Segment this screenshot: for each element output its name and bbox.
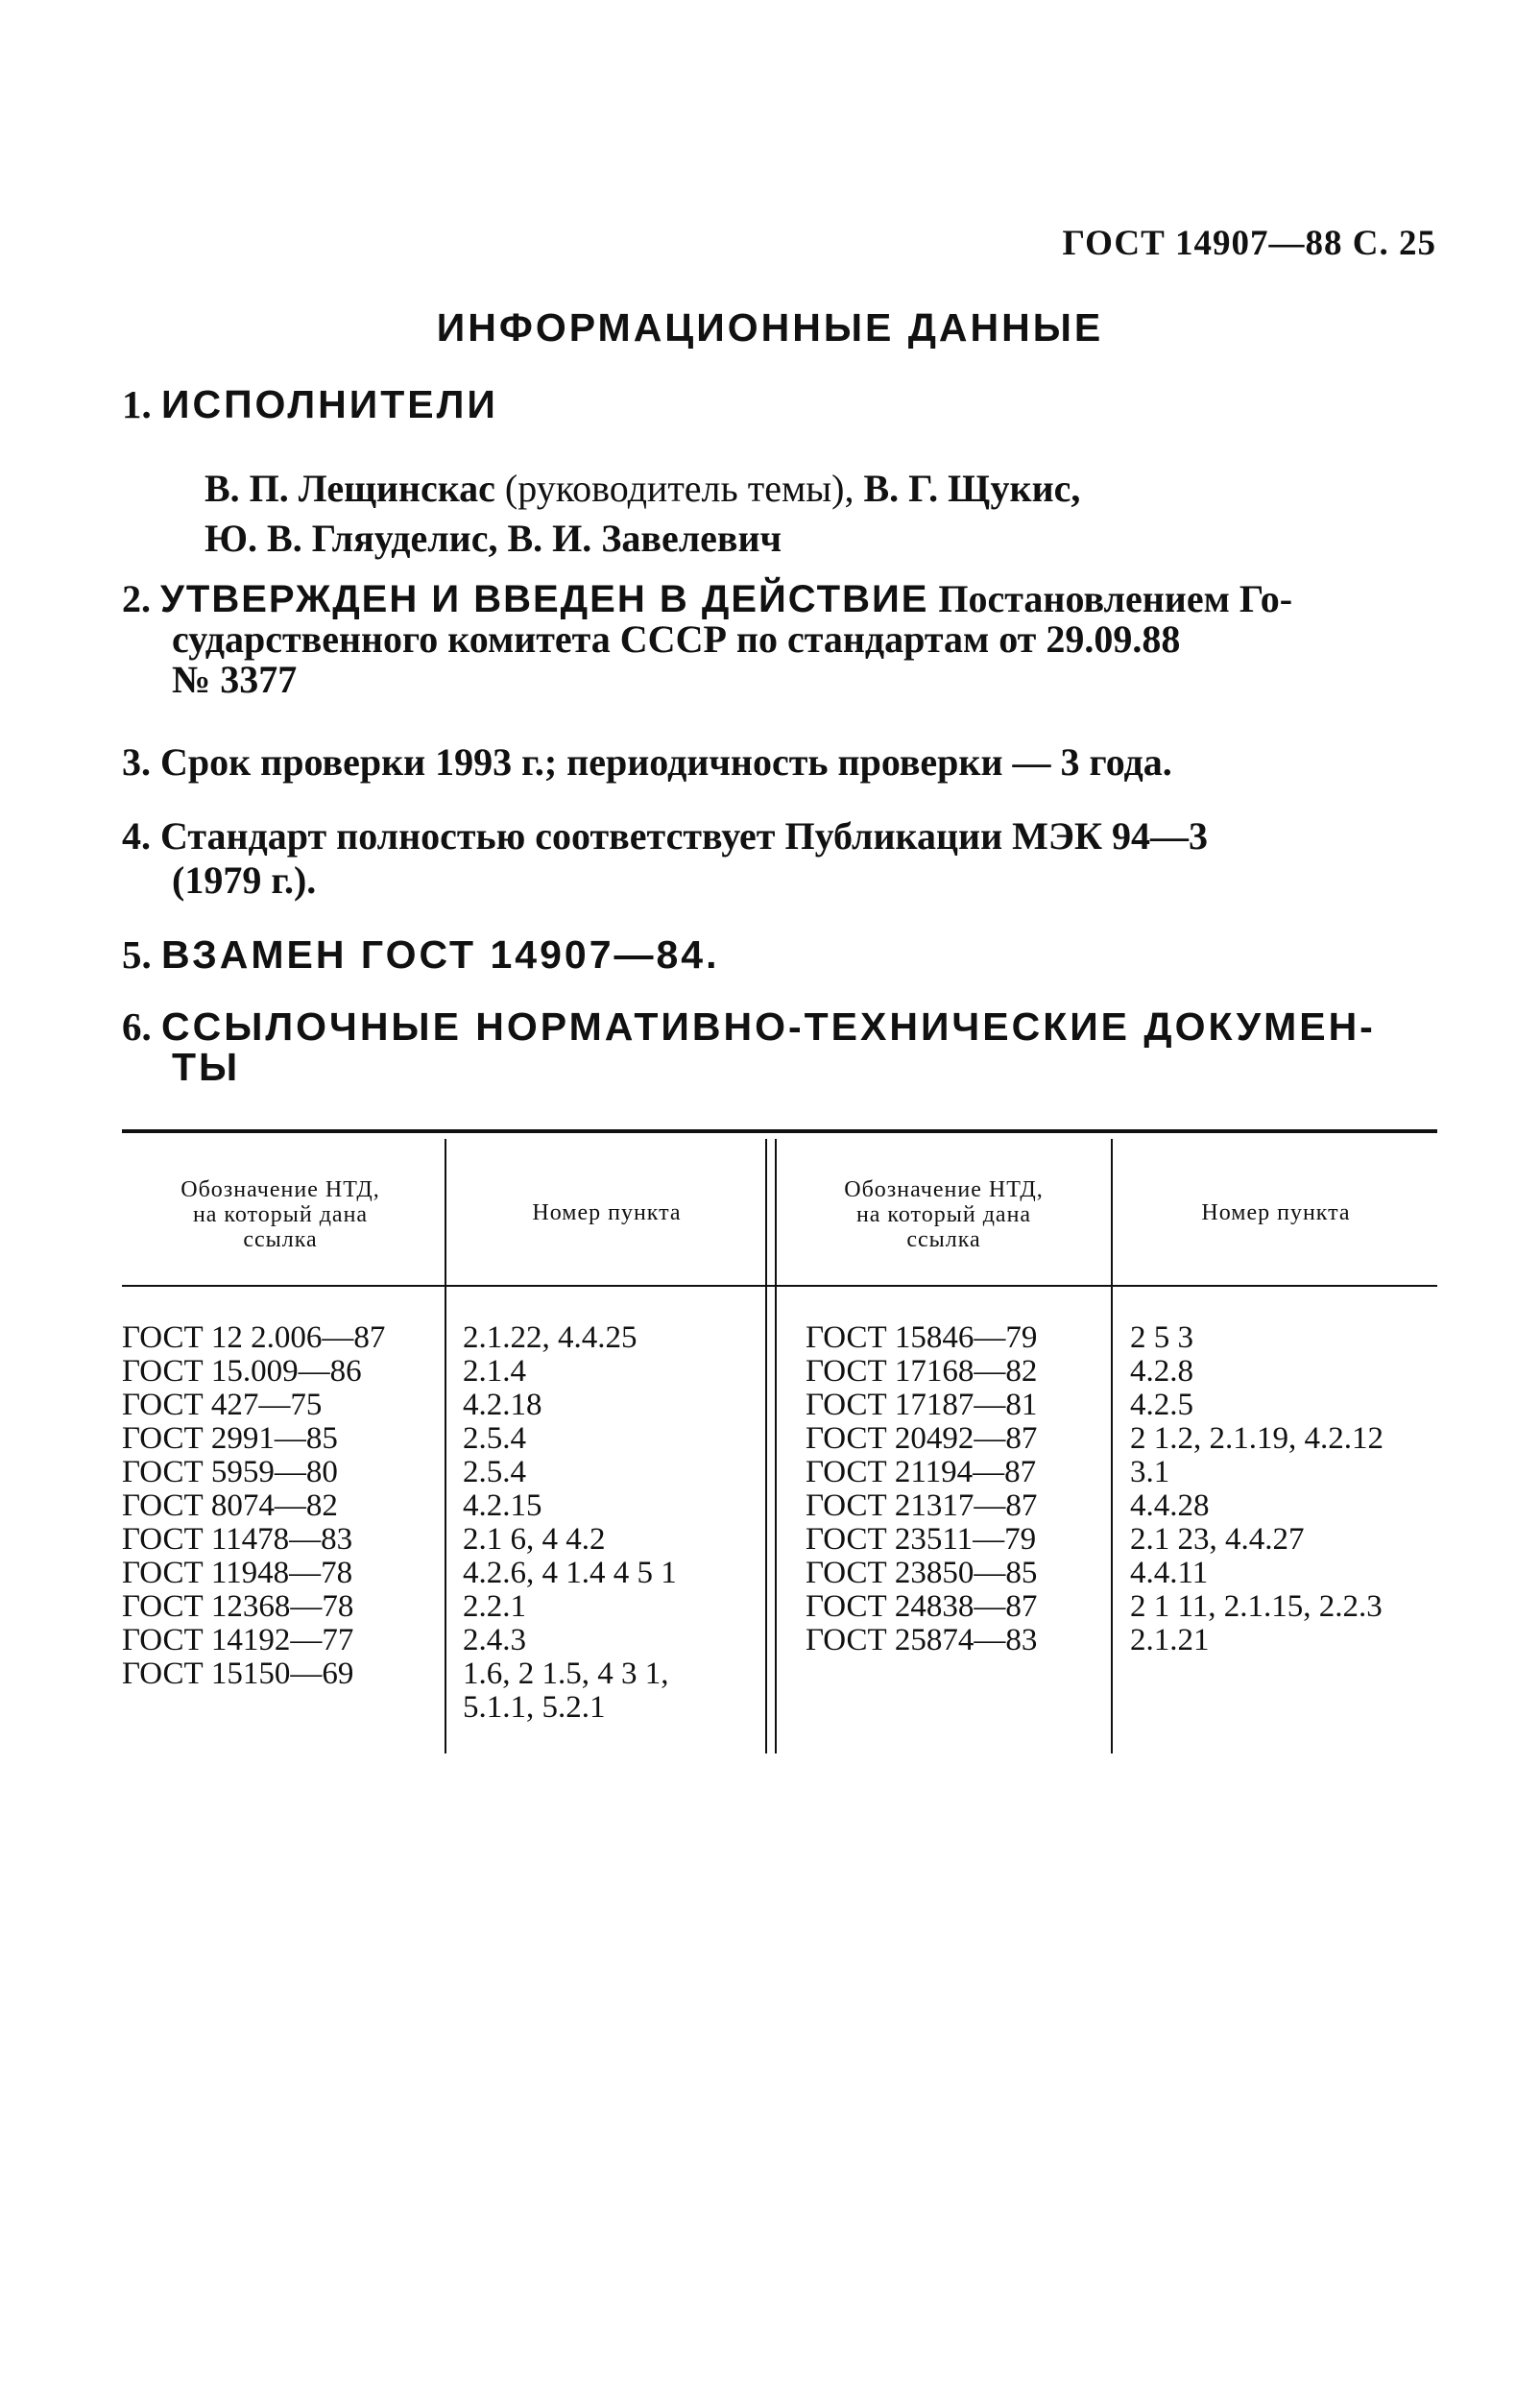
section-number: 3. xyxy=(122,740,151,784)
section-text: Срок проверки 1993 г.; периодичность проверки — 3 года. xyxy=(160,740,1172,784)
section-number: 1. xyxy=(122,382,152,426)
table-cell: ГОСТ 17168—82 xyxy=(806,1354,1038,1389)
table-cell: 5.1.1, 5.2.1 xyxy=(463,1690,606,1725)
section-number: 5. xyxy=(122,932,152,977)
document-title: ИНФОРМАЦИОННЫЕ ДАННЫЕ xyxy=(436,305,1104,350)
header-item-number: Номер пункта xyxy=(1201,1200,1351,1225)
authors-line-2: Ю. В. Гляуделис, В. И. Завелевич xyxy=(205,517,782,560)
section-4 xyxy=(122,814,1437,903)
table-cell: ГОСТ 2991—85 xyxy=(122,1421,338,1456)
table-cell: ГОСТ 15.009—86 xyxy=(122,1354,362,1389)
section-title: УТВЕРЖДЕН И ВВЕДЕН В ДЕЙСТВИЕ xyxy=(160,578,929,620)
section-6-line-2: ТЫ xyxy=(172,1045,241,1089)
table-cell: 2.1 23, 4.4.27 xyxy=(1130,1522,1305,1557)
section-title: ИСПОЛНИТЕЛИ xyxy=(161,382,498,426)
section-text: Постановлением Го- xyxy=(928,577,1293,620)
table-cell: 4.2.18 xyxy=(463,1388,542,1422)
section-4-line-1 xyxy=(122,814,1437,858)
table-cell: ГОСТ 14192—77 xyxy=(122,1623,354,1657)
header-line: ссылка xyxy=(906,1227,981,1252)
table-cell: 4.4.28 xyxy=(1130,1488,1210,1523)
table-cell: ГОСТ 23850—85 xyxy=(806,1556,1038,1590)
right-designation-column xyxy=(806,1321,1108,1657)
header-item-number: Номер пункта xyxy=(532,1200,682,1225)
table-cell: ГОСТ 11478—83 xyxy=(122,1522,353,1557)
author-name: В. Г. Щукис, xyxy=(854,467,1081,510)
left-item-column xyxy=(463,1321,760,1725)
section-title: ССЫЛОЧНЫЕ НОРМАТИВНО-ТЕХНИЧЕСКИЕ ДОКУМЕН- xyxy=(161,1004,1376,1049)
column-divider xyxy=(765,1139,767,1753)
table-cell: ГОСТ 21317—87 xyxy=(806,1488,1038,1523)
column-divider xyxy=(445,1139,446,1753)
section-6-line-1 xyxy=(122,1006,1437,1047)
section-3 xyxy=(122,739,1437,785)
left-designation-column xyxy=(122,1321,439,1691)
section-text: Стандарт полностью соответствует Публикации МЭК 94—3 xyxy=(160,814,1208,858)
table-cell: 4.2.6, 4 1.4 4 5 1 xyxy=(463,1556,677,1590)
header-line: на который дана xyxy=(855,1202,1032,1227)
table-cell: ГОСТ 15150—69 xyxy=(122,1656,354,1691)
section-1-heading xyxy=(122,381,1437,427)
table-cell: ГОСТ 20492—87 xyxy=(806,1421,1038,1456)
table-cell: ГОСТ 23511—79 xyxy=(806,1522,1037,1557)
table-cell: ГОСТ 15846—79 xyxy=(806,1320,1038,1355)
header-line: на который дана xyxy=(192,1202,369,1227)
table-cell: ГОСТ 24838—87 xyxy=(806,1589,1038,1624)
page-header: ГОСТ 14907—88 С. 25 xyxy=(1062,224,1436,263)
authors-line-1 xyxy=(205,464,1438,514)
section-number: 6. xyxy=(122,1004,152,1049)
table-cell: ГОСТ 12 2.006—87 xyxy=(122,1320,386,1355)
section-2 xyxy=(122,579,1437,700)
table-cell: 4.2.8 xyxy=(1130,1354,1193,1389)
table-cell: 2 1.2, 2.1.19, 4.2.12 xyxy=(1130,1421,1384,1456)
table-cell: 2.1 6, 4 4.2 xyxy=(463,1522,606,1557)
table-cell: ГОСТ 17187—81 xyxy=(806,1388,1038,1422)
table-cell: 2 1 11, 2.1.15, 2.2.3 xyxy=(1130,1589,1383,1624)
table-cell: 2.1.4 xyxy=(463,1354,526,1389)
table-cell: 3.1 xyxy=(1130,1455,1170,1489)
table-cell: 4.2.5 xyxy=(1130,1388,1193,1422)
section-1-body xyxy=(205,464,1438,564)
table-cell: 2.2.1 xyxy=(463,1589,526,1624)
header-designation xyxy=(122,1177,439,1252)
table-cell: 2 5 3 xyxy=(1130,1320,1193,1355)
table-cell: ГОСТ 21194—87 xyxy=(806,1455,1037,1489)
header-designation xyxy=(779,1177,1109,1252)
table-cell: ГОСТ 5959—80 xyxy=(122,1455,338,1489)
section-4-line-2: (1979 г.). xyxy=(172,858,317,902)
header-line: Обозначение НТД, xyxy=(844,1177,1044,1202)
section-5 xyxy=(122,931,1437,978)
right-item-column xyxy=(1130,1321,1437,1657)
author-initials: В. П. xyxy=(205,467,289,510)
table-cell: 2.1.22, 4.4.25 xyxy=(463,1320,638,1355)
section-number: 4. xyxy=(122,814,151,858)
table-cell: 1.6, 2 1.5, 4 3 1, xyxy=(463,1656,669,1691)
table-cell: ГОСТ 11948—78 xyxy=(122,1556,353,1590)
column-divider xyxy=(1111,1139,1113,1753)
section-2-line-3: № 3377 xyxy=(172,658,298,701)
table-cell: 2.5.4 xyxy=(463,1455,526,1489)
table-cell: ГОСТ 25874—83 xyxy=(806,1623,1038,1657)
section-2-line-2: сударственного комитета СССР по стандартам от 29.09.88 xyxy=(172,617,1181,661)
reference-documents-table xyxy=(122,1129,1437,1753)
table-cell: 2.4.3 xyxy=(463,1623,526,1657)
table-cell: 2.5.4 xyxy=(463,1421,526,1456)
table-cell: 2.1.21 xyxy=(1130,1623,1210,1657)
header-line: Обозначение НТД, xyxy=(180,1177,380,1202)
table-cell: ГОСТ 427—75 xyxy=(122,1388,323,1422)
section-text: ВЗАМЕН ГОСТ 14907—84. xyxy=(161,932,720,977)
author-name: Лещинскас xyxy=(288,467,495,510)
table-header-rule xyxy=(122,1285,1437,1287)
section-2-line-1 xyxy=(122,579,1437,619)
table-cell: 4.4.11 xyxy=(1130,1556,1209,1590)
table-cell: ГОСТ 12368—78 xyxy=(122,1589,354,1624)
section-number: 2. xyxy=(122,577,151,620)
table-cell: 4.2.15 xyxy=(463,1488,542,1523)
header-line: ссылка xyxy=(243,1227,318,1252)
table-top-rule xyxy=(122,1129,1437,1133)
author-role: (руководитель темы), xyxy=(494,467,854,510)
table-cell: ГОСТ 8074—82 xyxy=(122,1488,338,1523)
section-6 xyxy=(122,1006,1437,1087)
column-divider xyxy=(775,1139,777,1753)
